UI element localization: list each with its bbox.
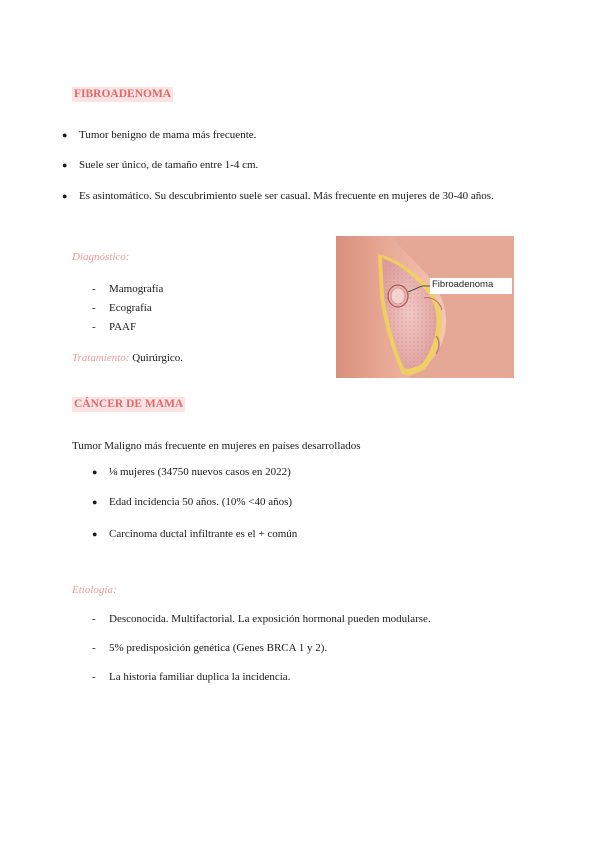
section-heading-fibroadenoma: FIBROADENOMA — [74, 88, 172, 100]
subheading-diagnostico: Diagnóstico: — [72, 251, 130, 263]
list-item: Ecografía — [109, 302, 152, 314]
bullet-icon: ● — [62, 160, 68, 170]
intro-paragraph: Tumor Maligno más frecuente en mujeres en países desarrollados — [72, 440, 361, 452]
list-item: Tumor benigno de mama más frecuente. — [79, 129, 257, 141]
subheading-etiologia: Etiología: — [72, 584, 117, 596]
list-item: ⅛ mujeres (34750 nuevos casos en 2022) — [109, 466, 291, 478]
fibroadenoma-illustration — [336, 236, 514, 378]
dash-marker: - — [92, 613, 96, 625]
dash-marker: - — [92, 321, 96, 333]
dash-marker: - — [92, 302, 96, 314]
tratamiento-value: Quirúrgico. — [132, 352, 184, 364]
figure-label: Fibroadenoma — [432, 279, 494, 290]
bullet-icon: ● — [62, 191, 68, 201]
list-item: Es asintomático. Su descubrimiento suele ser casual. Más frecuente en mujeres de 30-40 años. — [79, 190, 494, 202]
list-item: Edad incidencia 50 años. (10% <40 años) — [109, 496, 293, 508]
list-item: Desconocida. Multifactorial. La exposición hormonal pueden modularse. — [109, 613, 431, 625]
bullet-icon: ● — [92, 529, 98, 539]
list-item: 5% predisposición genética (Genes BRCA 1 y 2). — [109, 642, 328, 654]
dash-marker: - — [92, 671, 96, 683]
bullet-icon: ● — [62, 130, 68, 140]
subheading-tratamiento: Tratamiento: — [72, 352, 130, 364]
section-heading-cancer: CÁNCER DE MAMA — [74, 398, 184, 410]
list-item: Carcinoma ductal infiltrante es el + común — [109, 528, 298, 540]
dash-marker: - — [92, 283, 96, 295]
bullet-icon: ● — [92, 467, 98, 477]
tratamiento-line — [72, 351, 183, 365]
dash-marker: - — [92, 642, 96, 654]
bullet-icon: ● — [92, 497, 98, 507]
list-item: PAAF — [109, 321, 137, 333]
list-item: Suele ser único, de tamaño entre 1-4 cm. — [79, 159, 259, 171]
list-item: La historia familiar duplica la incidencia. — [109, 671, 291, 683]
list-item: Mamografía — [109, 283, 164, 295]
